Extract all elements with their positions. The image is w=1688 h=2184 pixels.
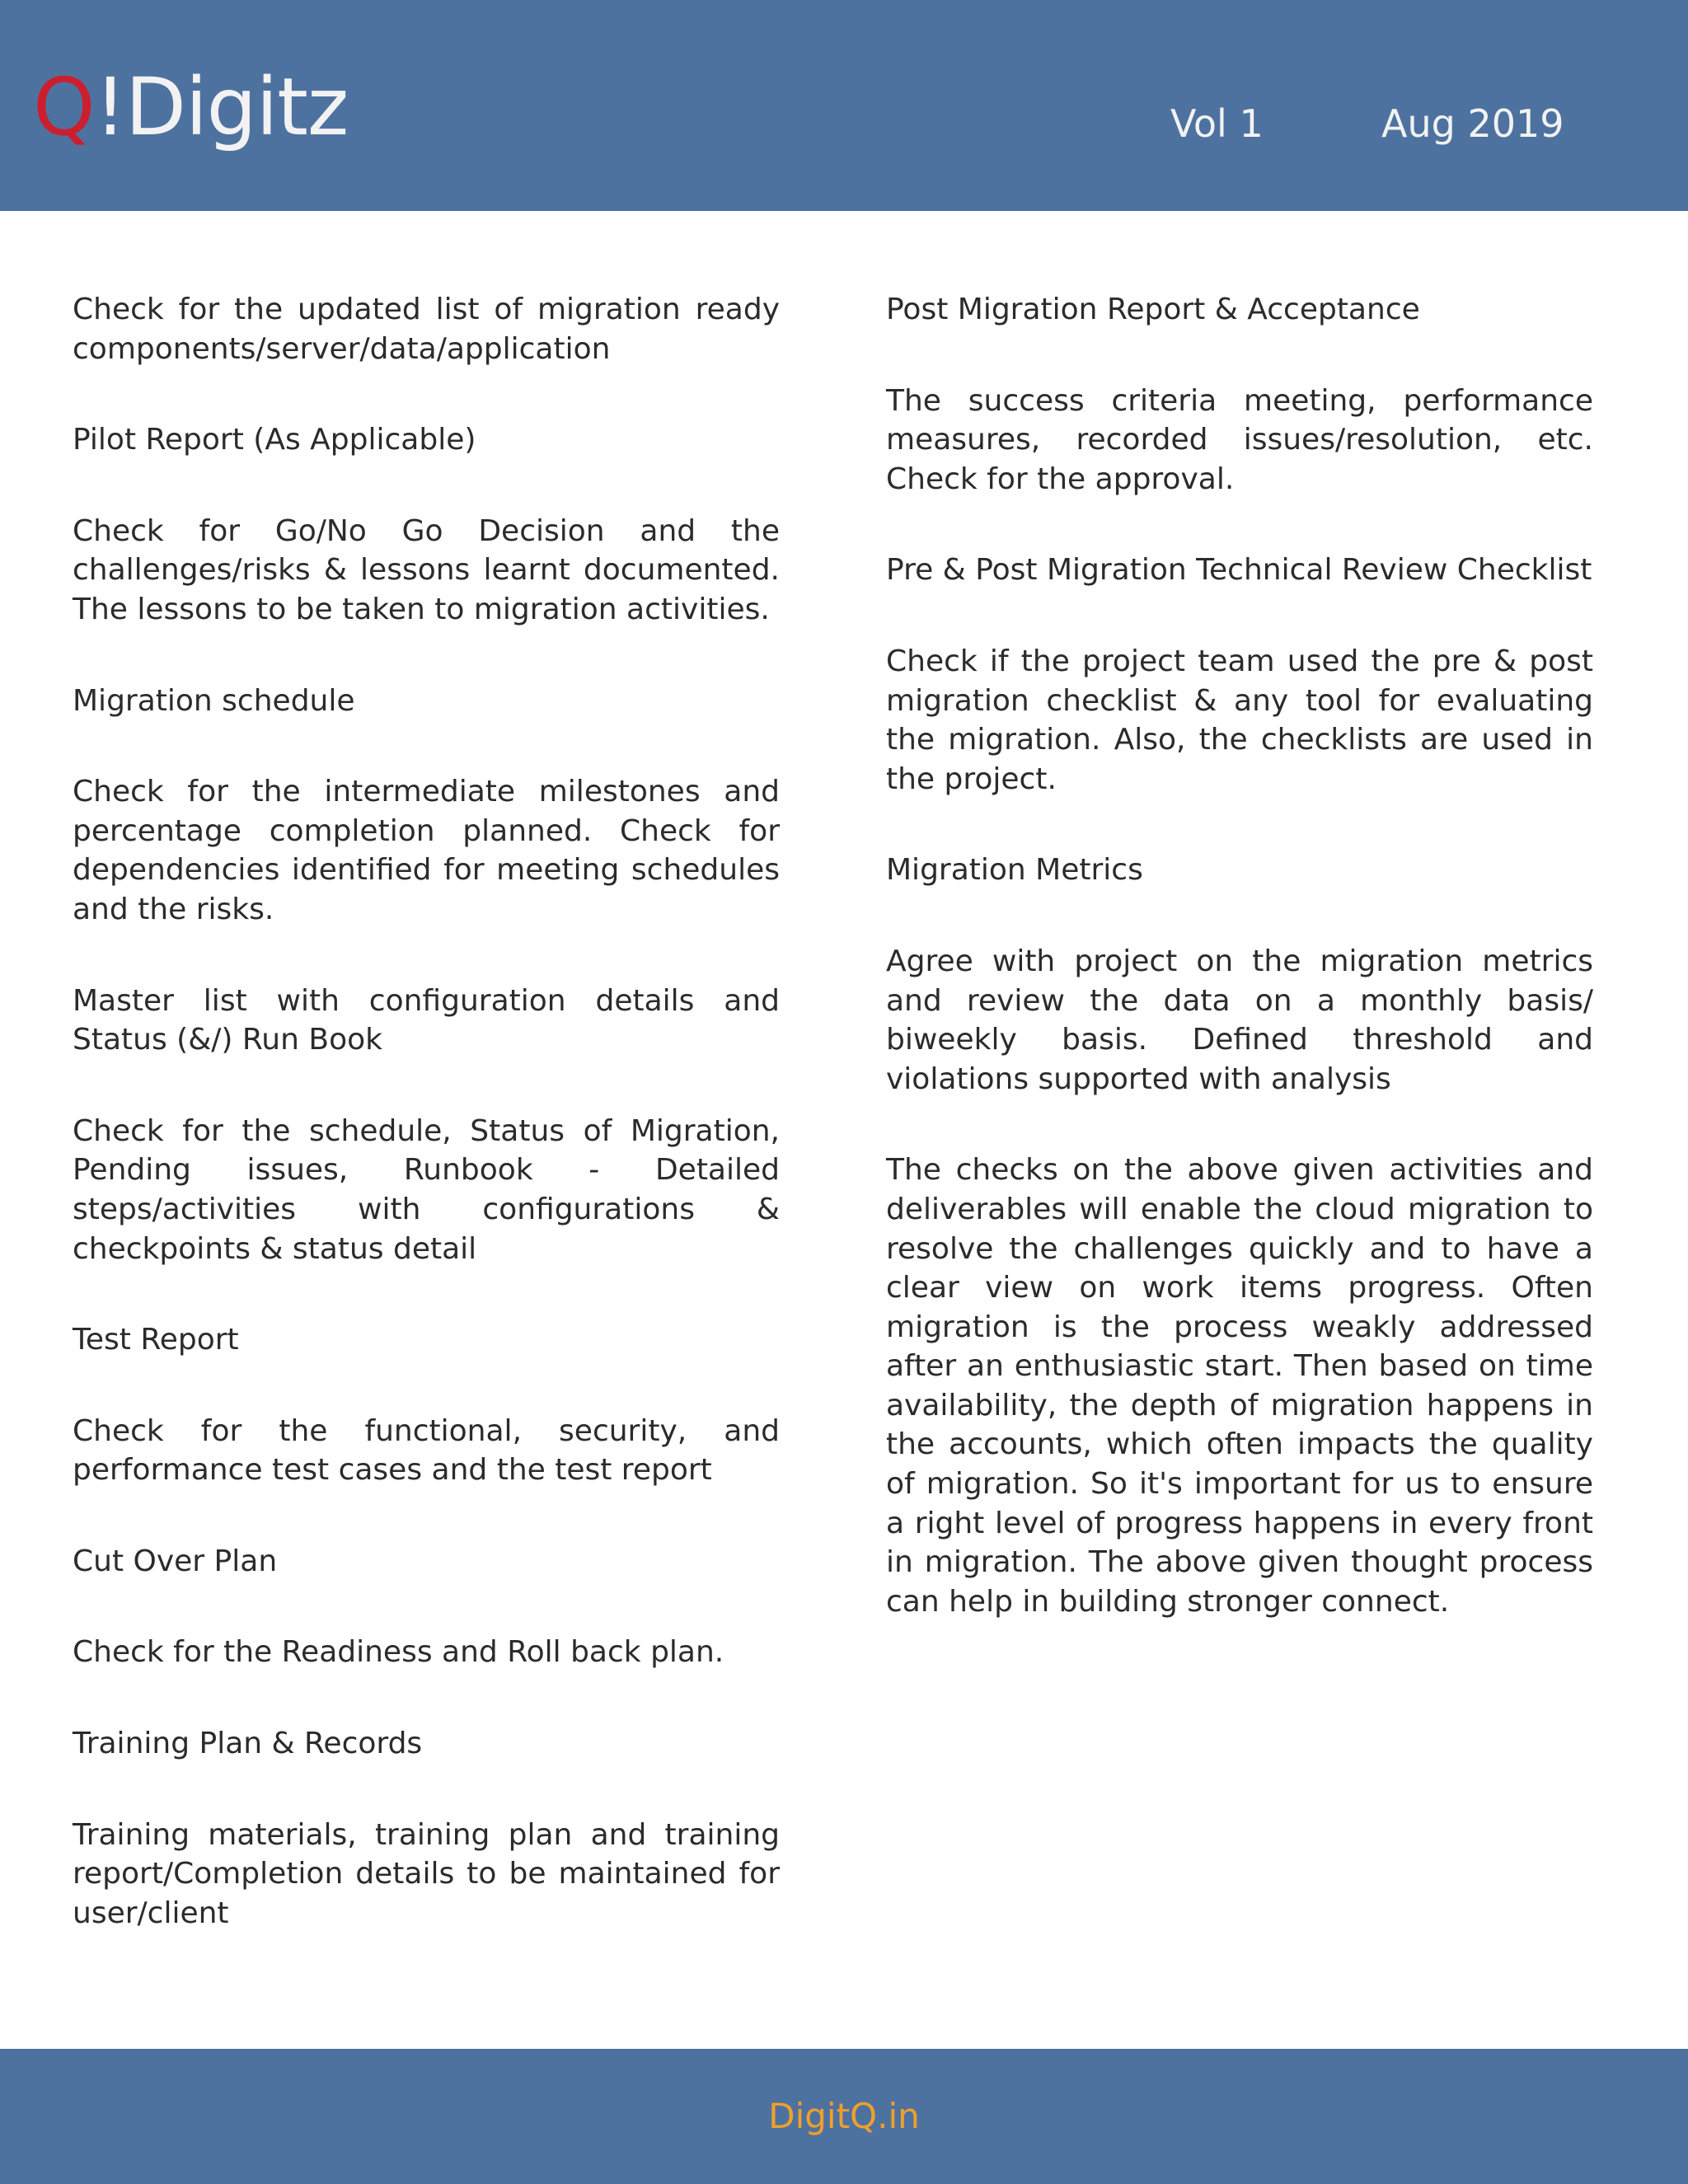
section-heading: Migration schedule: [73, 683, 355, 718]
section-heading: Pre & Post Migration Technical Review Checklist: [886, 553, 1592, 588]
paragraph: The success criteria meeting, performance measures, recorded issues/resolution, etc. Check for the approval.: [886, 383, 1593, 496]
paragraph: Check for Go/No Go Decision and the challenges/risks & lessons learnt documented. The lessons to be taken to migration activities.: [73, 513, 780, 626]
section-heading: Master list with configuration details and Status (&/) Run Book: [73, 983, 780, 1057]
website-link[interactable]: DigitQ.in: [768, 2096, 920, 2136]
footer-banner: [0, 2049, 1688, 2184]
paragraph: Check for the updated list of migration ready components/server/data/application: [73, 293, 780, 366]
paragraph: Training materials, training plan and training report/Completion details to be maintained for user/client: [73, 1817, 780, 1930]
logo: [33, 58, 348, 157]
section-heading: Test Report: [73, 1323, 239, 1357]
paragraph: Check if the project team used the pre & post migration checklist & any tool for evaluating the migration. Also, the checklists are used in the project.: [886, 644, 1593, 796]
paragraph: Check for the Readiness and Roll back plan.: [73, 1635, 724, 1670]
issue-date: Aug 2019: [1381, 101, 1564, 146]
paragraph: The checks on the above given activities and deliverables will enable the cloud migration to resolve the challenges quickly and to have a clear view on work items progress. Often migration is the process weakly addressed after an enthusiastic start. Then based on time availability, the depth of migration happens in the accounts, which often impacts the quality of migration. So it's important for us to ensure a right level of progress happens in every front in migration. The above given thought process can help in building stronger connect.: [886, 1153, 1593, 1619]
paragraph: Check for the schedule, Status of Migration, Pending issues, Runbook - Detailed steps/activities with configurations & checkpoints & status detail: [73, 1113, 780, 1266]
logo-text: Digitz: [125, 61, 349, 153]
paragraph: Check for the functional, security, and performance test cases and the test report: [73, 1413, 780, 1488]
section-heading: Training Plan & Records: [73, 1727, 423, 1761]
right-column: [886, 290, 1593, 1673]
section-heading: Pilot Report (As Applicable): [73, 423, 476, 457]
section-heading: Migration Metrics: [886, 853, 1143, 888]
section-heading: Post Migration Report & Acceptance: [886, 293, 1420, 326]
logo-q: Q: [33, 61, 95, 153]
volume-label: Vol 1: [1170, 101, 1264, 146]
section-heading: Cut Over Plan: [73, 1544, 278, 1578]
paragraph: Agree with project on the migration metrics and review the data on a monthly basis/ biweekly basis. Defined threshold and violations supported with analysis: [886, 944, 1593, 1096]
left-column: [73, 290, 780, 1985]
header-banner: [0, 0, 1688, 211]
paragraph: Check for the intermediate milestones and percentage completion planned. Check for dependencies identified for meeting schedules and the risks.: [73, 775, 780, 926]
logo-bang: !: [94, 61, 126, 153]
